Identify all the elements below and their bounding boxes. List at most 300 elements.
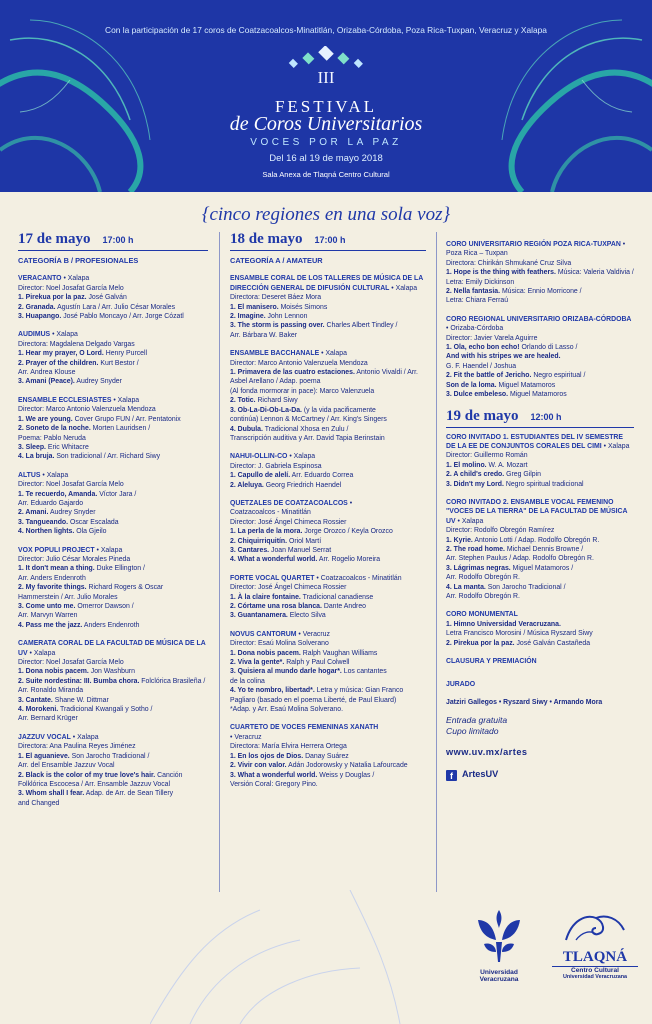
song-title: 1. Ola, echo bon echo!	[446, 344, 520, 352]
song-title: 2. Fit the battle of Jericho.	[446, 372, 532, 380]
choir-place: • Veracruz	[296, 630, 330, 638]
song-title: 3. Tangueando.	[18, 518, 69, 526]
program-line	[446, 461, 634, 470]
song-title: 4. La manta.	[446, 583, 486, 591]
program-line	[446, 362, 634, 371]
song-credit: Víctor Jara /	[99, 490, 137, 498]
song-credit: Pagliaro (basado en el poema Liberté, de Paul Eluard)	[230, 696, 397, 704]
program-line	[18, 424, 208, 433]
day1-category: CATEGORÍA B / PROFESIONALES	[18, 256, 139, 265]
choir-block	[230, 574, 426, 621]
day2-time: 17:00 h	[314, 235, 346, 245]
program-line	[446, 639, 634, 648]
song-title: 4. Yo te nombro, libertad*.	[230, 687, 315, 695]
program-line	[230, 611, 426, 620]
program-line	[230, 481, 426, 490]
program-line	[446, 390, 634, 399]
choir-name: ENSAMBLE ECCLESIASTES	[18, 396, 112, 404]
song-title: 4. Northen lights.	[18, 528, 75, 536]
song-title: 3. Quisiera al mundo darle hogar*.	[230, 668, 342, 676]
choir-name: CORO INVITADO 1. ESTUDIANTES DEL IV SEMESTRE DE LA EE DE CONJUNTOS CORALES DEL CIMI	[446, 433, 624, 450]
choir-name: CORO INVITADO 2. ENSAMBLE VOCAL FEMENINO "VOCES DE LA TIERRA" DE LA FACULTAD DE MÚSICA UV	[446, 498, 628, 525]
program-line	[446, 480, 634, 489]
day2-choir-list-continued	[446, 240, 634, 400]
song-credit: Michael Dennis Browne /	[506, 545, 584, 553]
song-title: 4. What a wonderful world.	[230, 556, 318, 564]
choir-place: • Xalapa	[287, 453, 316, 461]
song-credit: Weiss y Douglas /	[319, 771, 375, 779]
program-line	[18, 434, 208, 443]
choir-name: CORO MONUMENTAL	[446, 611, 518, 619]
song-title: 2. Black is the color of my true love's hair.	[18, 771, 156, 779]
choir-place: • Xalapa	[70, 733, 99, 741]
song-credit: Duke Ellington /	[96, 565, 145, 573]
song-title: 2. Viva la gente*.	[230, 659, 285, 667]
song-title: And with his stripes we are healed.	[446, 353, 561, 361]
program-line	[18, 480, 208, 489]
festival-motto: VOCES POR LA PAZ	[250, 137, 402, 148]
program-line	[18, 667, 208, 676]
song-title: 2. A child's credo.	[446, 471, 505, 479]
program-line	[230, 359, 426, 368]
song-credit: *Adap. y Arr. Esaú Molina Solverano.	[230, 706, 343, 714]
song-title: 2. Córtame una rosa blanca.	[230, 603, 322, 610]
song-credit: Negro espiritual /	[533, 372, 586, 380]
song-credit: Música: Valeria Valdivia / Letra: Emily Dickinson	[446, 269, 634, 286]
program-line	[18, 490, 208, 499]
song-credit: Danay Suárez	[305, 752, 349, 760]
day1-heading	[18, 230, 208, 251]
song-title: 3. Huapango.	[18, 313, 62, 321]
choir-block	[18, 639, 208, 724]
song-credit: Directora: Ana Paulina Reyes Jiménez	[18, 743, 136, 751]
choir-block	[18, 274, 208, 321]
festival-title: FESTIVAL	[274, 97, 378, 116]
day3-heading	[446, 407, 634, 428]
program-line	[446, 343, 634, 352]
program-line	[446, 287, 634, 296]
song-credit: Miguel Matamoros	[498, 381, 556, 389]
song-credit: Director: Marco Antonio Valenzuela Mendoza	[230, 359, 368, 367]
choir-place: •	[347, 499, 353, 507]
program-line	[230, 761, 426, 770]
song-title: 1. À la claire fontaine.	[230, 593, 301, 601]
song-credit: Richard Rogers & Oscar	[88, 584, 164, 592]
program-line	[18, 564, 208, 573]
choir-block	[18, 330, 208, 386]
choir-block	[18, 471, 208, 537]
song-title: 1. Pirekua por la paz.	[18, 294, 87, 302]
program-line	[230, 658, 426, 667]
day2-date: 18 de mayo	[230, 231, 303, 247]
program-line	[446, 573, 634, 582]
song-credit: de la colina	[230, 677, 265, 685]
choir-place: • Orizaba-Córdoba	[446, 325, 504, 333]
program-line	[230, 780, 426, 789]
song-title: 1. Te recuerdo, Amanda.	[18, 490, 98, 498]
column-divider	[219, 232, 220, 892]
song-credit: Miguel Matamoros	[509, 391, 567, 399]
song-credit: Jon Washburn	[90, 668, 135, 676]
song-credit: Arr. Bernard Krüger	[18, 715, 78, 723]
program-line	[230, 649, 426, 658]
song-credit: Dante Andreo	[323, 603, 366, 610]
song-title: 2. Nella fantasia.	[446, 288, 501, 296]
song-title: 1. La perla de la mora.	[230, 528, 303, 536]
program-line	[18, 593, 208, 602]
program-line	[18, 611, 208, 620]
program-line	[230, 368, 426, 387]
song-title: 4. Pass me the jazz.	[18, 621, 83, 629]
edition-number: III	[317, 68, 335, 87]
tlaqna-logo-sub: Centro Cultural	[552, 966, 638, 974]
program-line	[230, 602, 426, 611]
song-title: 3. Lágrimas negras.	[446, 564, 511, 572]
song-title: 1. Hear my prayer, O Lord.	[18, 350, 104, 358]
program-line	[18, 405, 208, 414]
day3-date: 19 de mayo	[446, 407, 519, 424]
program-line	[446, 583, 634, 592]
program-line	[446, 296, 634, 305]
day1-date: 17 de mayo	[18, 231, 91, 247]
song-credit: Oriol Martí	[288, 537, 322, 545]
program-line	[18, 452, 208, 461]
song-credit: Coatzacoalcos - Minatitlán	[230, 509, 311, 517]
program-line	[18, 508, 208, 517]
choir-name: JAZZUV VOCAL	[18, 733, 71, 741]
song-title: 3. What a wonderful world.	[230, 771, 318, 779]
song-credit: Antonio Lotti / Adap. Rodolfo Obregón R.	[474, 536, 600, 544]
uv-logo	[462, 908, 536, 983]
program-line	[18, 518, 208, 527]
song-credit: Directora: Magdalena Delgado Vargas	[18, 340, 135, 348]
song-credit: Negro spiritual tradicional	[505, 480, 584, 488]
free-entry: Entrada gratuita	[446, 715, 508, 726]
song-credit: Hammerstein / Arr. Julio Morales	[18, 593, 118, 601]
song-title: 1. Hope is the thing with feathers.	[446, 269, 556, 277]
program-line	[230, 593, 426, 602]
program-line	[446, 381, 634, 390]
program-line	[18, 771, 208, 790]
song-credit: Miguel Matamoros /	[512, 564, 574, 572]
song-credit: Directora: Deseret Báez Mora	[230, 294, 322, 302]
program-line	[18, 555, 208, 564]
festival-header	[0, 0, 652, 192]
program-line	[18, 696, 208, 705]
song-title: 1. El manisero.	[230, 303, 279, 311]
song-credit: Letra Francisco Morosini / Música Ryszard Siwy	[446, 630, 593, 638]
song-credit: Audrey Snyder	[76, 378, 122, 386]
song-credit: Director: Esaú Molina Solverano	[230, 640, 329, 648]
uv-logo-text: Universidad Veracruzana	[479, 969, 519, 983]
song-credit: José Galván Castañeda	[516, 639, 591, 647]
song-credit: Orlando di Lasso /	[521, 344, 578, 352]
day1-time: 17:00 h	[102, 235, 134, 245]
choir-block	[446, 610, 634, 648]
program-line	[446, 371, 634, 380]
day1-choir-list	[18, 274, 208, 808]
song-credit: John Lennon	[267, 313, 308, 321]
song-credit: Los cantantes	[343, 668, 387, 676]
program-line	[18, 602, 208, 611]
day1-column	[18, 230, 208, 817]
program-line	[230, 686, 426, 695]
song-credit: Transcripción auditiva y Arr. David Tapia Berinstain	[230, 434, 385, 442]
choir-place: • Xalapa	[455, 517, 484, 525]
song-title: 1. It don't mean a thing.	[18, 565, 95, 573]
song-credit: Director: Marco Antonio Valenzuela Mendoza	[18, 406, 156, 414]
program-line	[230, 471, 426, 480]
song-credit: Richard Siwy	[257, 397, 298, 405]
program-line	[230, 527, 426, 536]
choir-place: • Xalapa	[601, 442, 630, 450]
song-credit: Director: Javier Varela Aguirre	[446, 334, 538, 342]
song-credit: Henry Purcell	[105, 350, 148, 358]
song-title: 3. The storm is passing over.	[230, 322, 325, 330]
choir-name: CORO UNIVERSITARIO REGIÓN POZA RICA-TUXPAN	[446, 241, 621, 248]
program-line	[18, 377, 208, 386]
song-credit: Son tradicional / Arr. Richard Siwy	[56, 453, 161, 461]
program-line	[18, 359, 208, 368]
program-line	[230, 583, 426, 592]
song-title: 3. Sleep.	[18, 443, 46, 451]
program-line	[18, 415, 208, 424]
song-title: 3. Whom shall I fear.	[18, 790, 85, 798]
program-line	[446, 259, 634, 268]
program-line	[446, 451, 634, 460]
song-credit: Adap. de Arr. de Sean Tillery	[85, 790, 174, 798]
facebook-link[interactable]	[446, 770, 634, 781]
choir-block	[18, 546, 208, 631]
choir-place: • Coatzacoalcos - Minatitlán	[314, 574, 402, 582]
song-title: 3. Guantanamera.	[230, 612, 288, 620]
entry-info	[446, 715, 634, 736]
song-title: 1. Primavera de las cuatro estaciones.	[230, 369, 355, 377]
program-line	[230, 518, 426, 527]
choir-block	[446, 433, 634, 489]
song-credit: Electo Silva	[289, 612, 326, 620]
choir-place: • Xalapa	[50, 331, 78, 339]
song-title: 1. We are young.	[18, 415, 73, 423]
program-line	[18, 621, 208, 630]
song-credit: Omerror Dawson /	[77, 603, 134, 610]
song-credit: Director: Guillermo Román	[446, 452, 528, 460]
program-line	[18, 742, 208, 751]
song-title: 1. El aguanieve.	[18, 752, 70, 760]
bottom-wave-decoration	[150, 890, 450, 1024]
program-line	[230, 312, 426, 321]
choir-name: NOVUS CANTORUM	[230, 630, 297, 638]
song-credit: Arr. Rogelio Moreira	[318, 556, 381, 564]
song-credit: Director: Noel Josafat García Melo	[18, 481, 124, 489]
tlaqna-emblem-icon	[562, 910, 628, 944]
choir-name: CAMERATA CORAL DE LA FACULTAD DE MÚSICA DE LA UV	[18, 640, 206, 657]
program-line	[230, 733, 426, 742]
day2-choir-list	[230, 274, 426, 789]
choir-block	[18, 396, 208, 462]
program-line	[18, 677, 208, 696]
song-title: 2. The road home.	[446, 545, 505, 553]
song-title: 2. Totic.	[230, 397, 256, 405]
song-credit: Arr. Stephen Paulus / Adap. Rodolfo Obregón R.	[446, 555, 594, 563]
song-credit: Versión Coral: Gregory Pino.	[230, 780, 318, 788]
program-line	[18, 799, 208, 808]
program-line	[230, 771, 426, 780]
program-line	[230, 537, 426, 546]
song-title: 2. My favorite things.	[18, 584, 87, 592]
song-credit: Ola Gjeilo	[76, 528, 107, 536]
choir-place: • Xalapa	[61, 275, 90, 283]
song-title: 2. Vivir con valor.	[230, 762, 287, 770]
program-line	[446, 564, 634, 573]
choir-place: • Xalapa	[389, 284, 418, 292]
choir-place: • Poza Rica – Tuxpan	[446, 241, 626, 258]
tlaqna-logo	[552, 910, 638, 980]
choir-name: VERACANTO	[18, 275, 62, 283]
song-credit: Arr. Eduardo Gajardo	[18, 499, 84, 507]
program-line	[230, 396, 426, 405]
song-title: 1. En los ojos de Dios.	[230, 752, 304, 760]
program-line	[446, 592, 634, 601]
song-credit: Directora: María Elvira Herrera Ortega	[230, 743, 347, 751]
song-credit: Director: José Ángel Chimeca Rossier	[230, 584, 347, 592]
jury-title: JURADO	[446, 681, 476, 689]
song-credit: Arr. Anders Endenroth	[18, 574, 86, 582]
participation-line: Con la participación de 17 coros de Coatzacoalcos-Minatitlán, Orizaba-Córdoba, Poza Rica-Tuxpan, Veracruz y Xalapa	[105, 25, 547, 35]
facebook-handle: ArtesUV	[462, 769, 499, 780]
song-title: 1. Dona nobis pacem.	[18, 668, 89, 676]
song-credit: Ralph Vaughan Williams	[302, 649, 378, 657]
website-link[interactable]: www.uv.mx/artes	[446, 747, 528, 758]
program-line	[18, 340, 208, 349]
program-line	[18, 527, 208, 536]
song-credit: Poema: Pablo Neruda	[18, 434, 86, 442]
program-line	[18, 714, 208, 723]
song-credit: Charles Albert Tindley /	[326, 322, 398, 330]
song-credit: Shane W. Dittmar	[54, 696, 109, 704]
song-credit: Kurt Bestor /	[100, 359, 139, 367]
song-credit: Audrey Snyder	[49, 509, 96, 517]
program-line	[230, 639, 426, 648]
program-line	[446, 470, 634, 479]
song-title: 4. La bruja.	[18, 453, 55, 461]
song-credit: Tradicional canadiense	[302, 593, 374, 601]
song-credit: Son Jarocho Tradicional /	[71, 752, 150, 760]
program-line	[18, 303, 208, 312]
jury-members: Jatziri Gallegos • Ryszard Siwy • Armando Mora	[446, 698, 603, 706]
song-credit: Greg Gilpin	[506, 471, 541, 479]
song-credit: Georg Friedrich Haendel	[265, 481, 342, 489]
choir-name: QUETZALES DE COATZACOALCOS	[230, 499, 348, 507]
choir-name: AUDIMUS	[18, 331, 51, 339]
song-credit: Oscar Escalada	[69, 518, 119, 526]
song-credit: W. A. Mozart	[488, 461, 528, 469]
program-line	[230, 331, 426, 340]
program-line	[230, 696, 426, 705]
choir-block	[446, 498, 634, 601]
song-title: 2. Soneto de la noche.	[18, 425, 91, 433]
program-line	[446, 545, 634, 554]
song-title: 1. Capullo de alelí.	[230, 472, 291, 480]
program-line	[446, 554, 634, 563]
program-line	[230, 434, 426, 443]
festival-emblem	[282, 46, 370, 70]
day3-column	[446, 230, 634, 781]
program-line	[230, 462, 426, 471]
program-line	[230, 321, 426, 330]
choir-name: CUARTETO DE VOCES FEMENINAS XANATH	[230, 724, 379, 732]
song-title: 2. Prayer of the children.	[18, 359, 99, 367]
choir-block	[230, 723, 426, 789]
program-line	[18, 761, 208, 770]
song-credit: Director: José Ángel Chimeca Rossier	[230, 518, 347, 526]
song-credit: • Veracruz	[230, 733, 262, 741]
song-credit: Jorge Orozco / Keyla Orozco	[304, 528, 393, 536]
song-title: 2. Granada.	[18, 303, 56, 311]
tlaqna-logo-sub2: Universidad Veracruzana	[562, 974, 628, 980]
song-credit: Letra: Chiara Ferraú	[446, 297, 509, 305]
song-credit: Letra y música: Gian Franco	[316, 687, 404, 695]
song-title: 2. Suite nordestina: III. Bumba chora.	[18, 677, 140, 685]
program-line	[446, 629, 634, 638]
song-credit: Canción Folklórica Escocesa / Arr. Ensamble Jazzuv Vocal	[18, 771, 183, 788]
song-title: 2. Pirekua por la paz.	[446, 639, 515, 647]
song-credit: Arr. Bárbara W. Baker	[230, 331, 298, 339]
song-credit: Anders Endenroth	[83, 621, 140, 629]
program-line	[18, 752, 208, 761]
choir-block	[230, 452, 426, 490]
song-credit: Folclórica Brasileña / Arr. Ronaldo Miranda	[18, 677, 206, 695]
program-line	[230, 667, 426, 676]
song-title: 3. Ob-La-Di-Ob-La-Da.	[230, 406, 302, 414]
song-credit: Adán Jodorowsky y Natalia Lafourcade	[288, 762, 408, 770]
song-credit: Tradicional Kwangali y Sotho /	[60, 706, 153, 714]
limited-capacity: Cupo limitado	[446, 725, 499, 736]
choir-name: ENSAMBLE BACCHANALE	[230, 350, 320, 358]
choir-place: • Xalapa	[40, 471, 69, 479]
day2-column	[230, 230, 426, 798]
song-credit: Arr. Rodolfo Obregón R.	[446, 574, 520, 582]
song-title: 1. El molino.	[446, 461, 487, 469]
song-credit: Eric Whitacre	[47, 443, 89, 451]
day3-time: 12:00 h	[530, 411, 562, 422]
song-title: 3. Dulce embeleso.	[446, 391, 509, 399]
program-line	[446, 352, 634, 361]
song-title: 3. Cantate.	[18, 696, 53, 704]
program-line	[230, 387, 426, 396]
choir-block	[446, 240, 634, 306]
song-credit: Moisés Simons	[280, 303, 328, 311]
song-title: Son de la loma.	[446, 381, 497, 389]
song-credit: José Galván	[88, 294, 127, 302]
uv-emblem-icon	[474, 908, 524, 964]
song-credit: Director: Noel Josafat García Melo	[18, 284, 124, 292]
program-line	[230, 508, 426, 517]
program-line	[230, 677, 426, 686]
song-title: 4. Morokeni.	[18, 706, 59, 714]
facebook-icon: f	[446, 770, 457, 781]
choir-block	[230, 349, 426, 443]
song-title: 3. Amani (Peace).	[18, 378, 75, 386]
song-credit: Agustín Lara / Arr. Julio César Morales	[57, 303, 176, 311]
song-title: 3. Cantares.	[230, 546, 270, 554]
song-credit: Director: Julio César Morales Pineda	[18, 555, 131, 563]
program-line	[18, 499, 208, 508]
choir-place: • Xalapa	[27, 649, 56, 657]
program-line	[18, 368, 208, 377]
program-line	[230, 293, 426, 302]
program-line	[230, 425, 426, 434]
